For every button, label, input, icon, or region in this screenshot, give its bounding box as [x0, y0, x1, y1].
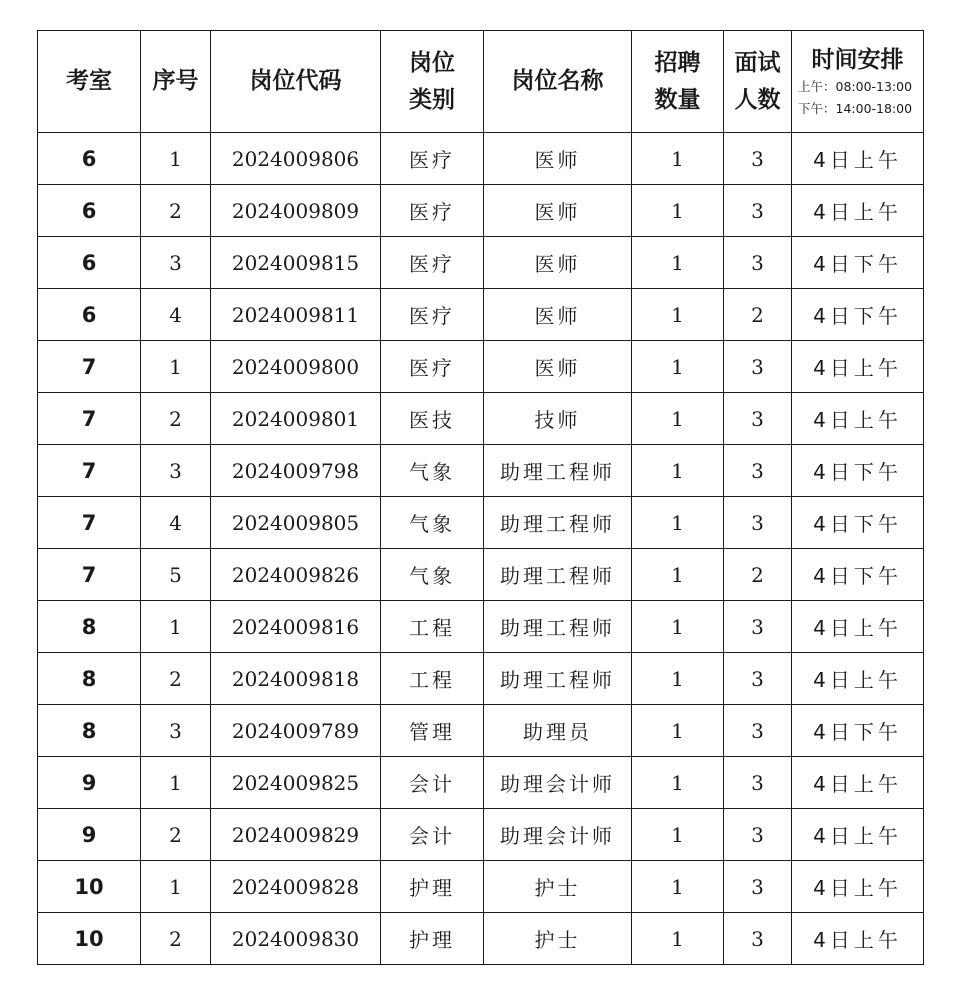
cell-seq: 2 — [141, 913, 211, 965]
cell-interviewees: 3 — [724, 341, 792, 393]
cell-category: 护理 — [381, 913, 484, 965]
cell-position-name: 医师 — [484, 341, 632, 393]
cell-interviewees: 3 — [724, 497, 792, 549]
cell-interviewees: 2 — [724, 289, 792, 341]
cell-position-name: 护士 — [484, 913, 632, 965]
cell-time: 4日下午 — [792, 549, 924, 601]
cell-interviewees: 3 — [724, 861, 792, 913]
cell-interviewees: 3 — [724, 653, 792, 705]
cell-time: 4日上午 — [792, 809, 924, 861]
cell-time: 4日上午 — [792, 185, 924, 237]
cell-room: 8 — [38, 601, 141, 653]
table-row — [38, 341, 924, 393]
cell-position-name: 助理会计师 — [484, 809, 632, 861]
cell-position-name: 医师 — [484, 237, 632, 289]
cell-code: 2024009806 — [211, 133, 381, 185]
cell-quota: 1 — [632, 133, 724, 185]
cell-category: 会计 — [381, 809, 484, 861]
cell-time: 4日上午 — [792, 341, 924, 393]
cell-time: 4日上午 — [792, 133, 924, 185]
cell-interviewees: 3 — [724, 913, 792, 965]
cell-code: 2024009828 — [211, 861, 381, 913]
cell-time: 4日下午 — [792, 445, 924, 497]
header-category-line1: 岗位 — [409, 49, 455, 76]
cell-quota: 1 — [632, 549, 724, 601]
cell-code: 2024009798 — [211, 445, 381, 497]
header-seq: 序号 — [141, 31, 211, 133]
cell-position-name: 助理工程师 — [484, 653, 632, 705]
cell-time: 4日上午 — [792, 757, 924, 809]
header-interviewees — [724, 31, 792, 133]
cell-category: 护理 — [381, 861, 484, 913]
cell-room: 8 — [38, 653, 141, 705]
cell-room: 9 — [38, 809, 141, 861]
table-row — [38, 913, 924, 965]
header-quota-line2: 数量 — [654, 86, 701, 113]
cell-room: 9 — [38, 757, 141, 809]
cell-category: 会计 — [381, 757, 484, 809]
cell-time: 4日上午 — [792, 861, 924, 913]
cell-code: 2024009816 — [211, 601, 381, 653]
cell-category: 气象 — [381, 549, 484, 601]
cell-seq: 1 — [141, 133, 211, 185]
cell-time: 4日下午 — [792, 289, 924, 341]
cell-interviewees: 3 — [724, 809, 792, 861]
cell-category: 医疗 — [381, 341, 484, 393]
cell-category: 医技 — [381, 393, 484, 445]
cell-interviewees: 3 — [724, 237, 792, 289]
header-code: 岗位代码 — [211, 31, 381, 133]
header-room: 考室 — [38, 31, 141, 133]
cell-quota: 1 — [632, 497, 724, 549]
cell-time: 4日下午 — [792, 497, 924, 549]
cell-seq: 2 — [141, 653, 211, 705]
cell-seq: 2 — [141, 185, 211, 237]
cell-code: 2024009830 — [211, 913, 381, 965]
cell-seq: 1 — [141, 757, 211, 809]
cell-category: 医疗 — [381, 289, 484, 341]
cell-code: 2024009789 — [211, 705, 381, 757]
cell-quota: 1 — [632, 237, 724, 289]
cell-interviewees: 3 — [724, 757, 792, 809]
cell-code: 2024009829 — [211, 809, 381, 861]
cell-quota: 1 — [632, 341, 724, 393]
cell-position-name: 助理工程师 — [484, 549, 632, 601]
cell-position-name: 助理工程师 — [484, 445, 632, 497]
cell-room: 7 — [38, 445, 141, 497]
table-row — [38, 289, 924, 341]
cell-position-name: 技师 — [484, 393, 632, 445]
cell-room: 6 — [38, 133, 141, 185]
cell-category: 管理 — [381, 705, 484, 757]
cell-quota: 1 — [632, 445, 724, 497]
header-schedule — [792, 31, 924, 133]
table-row — [38, 393, 924, 445]
cell-code: 2024009825 — [211, 757, 381, 809]
cell-code: 2024009809 — [211, 185, 381, 237]
cell-seq: 4 — [141, 497, 211, 549]
header-interviewees-line2: 人数 — [734, 86, 781, 113]
header-category-line2: 类别 — [409, 86, 455, 113]
table-row — [38, 185, 924, 237]
header-name: 岗位名称 — [484, 31, 632, 133]
cell-time: 4日下午 — [792, 237, 924, 289]
cell-category: 气象 — [381, 497, 484, 549]
cell-category: 工程 — [381, 601, 484, 653]
cell-interviewees: 3 — [724, 445, 792, 497]
cell-interviewees: 2 — [724, 549, 792, 601]
table-row — [38, 757, 924, 809]
table-row — [38, 653, 924, 705]
table-row — [38, 445, 924, 497]
cell-seq: 2 — [141, 809, 211, 861]
cell-code: 2024009818 — [211, 653, 381, 705]
cell-seq: 2 — [141, 393, 211, 445]
header-row — [38, 31, 924, 133]
cell-quota: 1 — [632, 861, 724, 913]
cell-code: 2024009811 — [211, 289, 381, 341]
cell-room: 6 — [38, 185, 141, 237]
table-row — [38, 133, 924, 185]
cell-quota: 1 — [632, 705, 724, 757]
interview-schedule-table — [37, 30, 924, 965]
cell-seq: 1 — [141, 861, 211, 913]
cell-room: 10 — [38, 913, 141, 965]
table-row — [38, 601, 924, 653]
cell-seq: 4 — [141, 289, 211, 341]
cell-quota: 1 — [632, 809, 724, 861]
cell-time: 4日下午 — [792, 705, 924, 757]
cell-category: 气象 — [381, 445, 484, 497]
cell-code: 2024009815 — [211, 237, 381, 289]
cell-quota: 1 — [632, 601, 724, 653]
cell-position-name: 医师 — [484, 133, 632, 185]
cell-room: 6 — [38, 237, 141, 289]
cell-room: 7 — [38, 393, 141, 445]
cell-position-name: 助理工程师 — [484, 497, 632, 549]
cell-seq: 5 — [141, 549, 211, 601]
cell-room: 7 — [38, 549, 141, 601]
cell-room: 10 — [38, 861, 141, 913]
cell-time: 4日上午 — [792, 601, 924, 653]
header-schedule-title: 时间安排 — [811, 46, 904, 73]
cell-category: 工程 — [381, 653, 484, 705]
cell-interviewees: 3 — [724, 393, 792, 445]
cell-position-name: 助理工程师 — [484, 601, 632, 653]
cell-seq: 1 — [141, 601, 211, 653]
cell-position-name: 护士 — [484, 861, 632, 913]
cell-quota: 1 — [632, 913, 724, 965]
cell-interviewees: 3 — [724, 705, 792, 757]
cell-room: 8 — [38, 705, 141, 757]
cell-seq: 3 — [141, 237, 211, 289]
table-row — [38, 861, 924, 913]
cell-category: 医疗 — [381, 185, 484, 237]
table-row — [38, 705, 924, 757]
cell-position-name: 助理员 — [484, 705, 632, 757]
cell-position-name: 医师 — [484, 289, 632, 341]
header-quota-line1: 招聘 — [654, 49, 701, 76]
cell-quota: 1 — [632, 757, 724, 809]
cell-interviewees: 3 — [724, 133, 792, 185]
cell-code: 2024009826 — [211, 549, 381, 601]
cell-interviewees: 3 — [724, 601, 792, 653]
cell-room: 7 — [38, 497, 141, 549]
header-schedule-pm: 下午：14:00-18:00 — [798, 100, 913, 116]
table-row — [38, 237, 924, 289]
cell-room: 7 — [38, 341, 141, 393]
cell-time: 4日上午 — [792, 913, 924, 965]
cell-time: 4日上午 — [792, 653, 924, 705]
header-schedule-am: 上午：08:00-13:00 — [798, 78, 913, 94]
header-quota — [632, 31, 724, 133]
cell-quota: 1 — [632, 653, 724, 705]
cell-seq: 3 — [141, 705, 211, 757]
cell-position-name: 助理会计师 — [484, 757, 632, 809]
cell-seq: 3 — [141, 445, 211, 497]
cell-position-name: 医师 — [484, 185, 632, 237]
cell-code: 2024009801 — [211, 393, 381, 445]
cell-quota: 1 — [632, 289, 724, 341]
cell-quota: 1 — [632, 393, 724, 445]
cell-code: 2024009805 — [211, 497, 381, 549]
table-row — [38, 809, 924, 861]
table-row — [38, 549, 924, 601]
cell-seq: 1 — [141, 341, 211, 393]
cell-category: 医疗 — [381, 133, 484, 185]
table-row — [38, 497, 924, 549]
cell-code: 2024009800 — [211, 341, 381, 393]
cell-room: 6 — [38, 289, 141, 341]
header-interviewees-line1: 面试 — [734, 49, 781, 76]
cell-category: 医疗 — [381, 237, 484, 289]
cell-time: 4日上午 — [792, 393, 924, 445]
cell-interviewees: 3 — [724, 185, 792, 237]
cell-quota: 1 — [632, 185, 724, 237]
header-category — [381, 31, 484, 133]
